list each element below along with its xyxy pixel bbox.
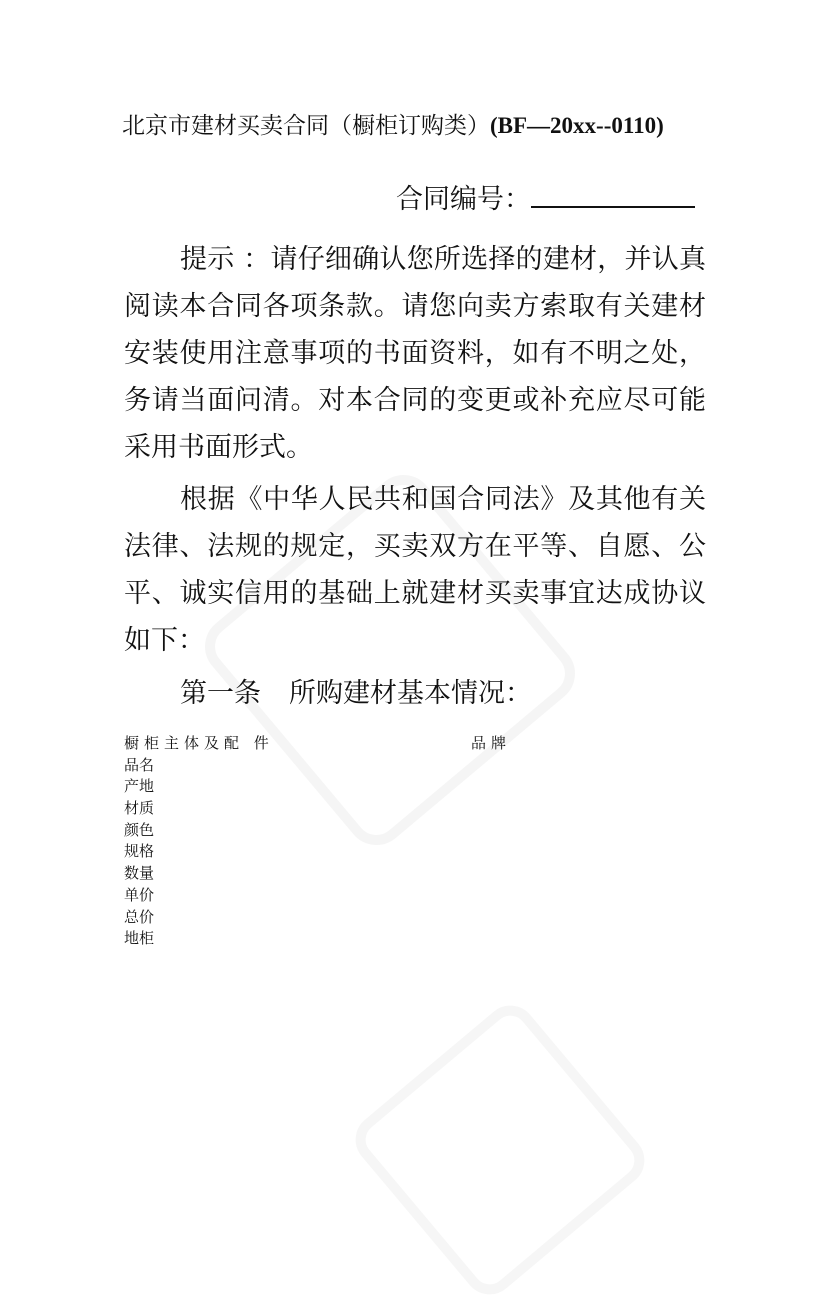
watermark-stamp-lower (345, 995, 655, 1305)
spec-table (124, 733, 724, 950)
article-1-heading (180, 672, 532, 716)
article-1-number: 第一条 (180, 678, 261, 709)
spec-row: 材质 (124, 799, 155, 818)
contract-number-blank (531, 178, 695, 208)
contract-number-label: 合同编号： (396, 184, 531, 215)
spec-row: 品名 (124, 755, 155, 774)
spec-row: 总价 (124, 907, 155, 926)
article-1-title: 所购建材基本情况： (289, 678, 532, 709)
title-code: (BF—20xx--0110) (490, 113, 664, 138)
spec-row: 地柜 (124, 929, 155, 948)
contract-number-line (396, 178, 716, 222)
notice-paragraph: 提示 ：请仔细确认您所选择的建材，并认真阅读本合同各项条款。请您向卖方索取有关建材安装使用注意事项的书面资料，如有不明之处，务请当面问清。对本合同的变更或补充应尽可能采用书面形式。 (124, 244, 706, 463)
spec-header-left: 橱柜主体及配 件 (124, 734, 274, 752)
basis-paragraph: 根据《中华人民共和国合同法》及其他有关法律、法规的规定，买卖双方在平等、自愿、公平、诚实信用的基础上就建材买卖事宜达成协议如下： (124, 484, 706, 656)
title-text: 北京市建材买卖合同（橱柜订购类） (122, 113, 490, 139)
spec-row: 单价 (124, 885, 155, 904)
spec-row: 数量 (124, 864, 155, 883)
document-title (122, 108, 722, 144)
spec-row: 颜色 (124, 820, 155, 839)
spec-row: 产地 (124, 777, 155, 796)
spec-header-right: 品牌 (471, 734, 512, 752)
spec-table-header (124, 733, 724, 755)
spec-row: 规格 (124, 842, 155, 861)
